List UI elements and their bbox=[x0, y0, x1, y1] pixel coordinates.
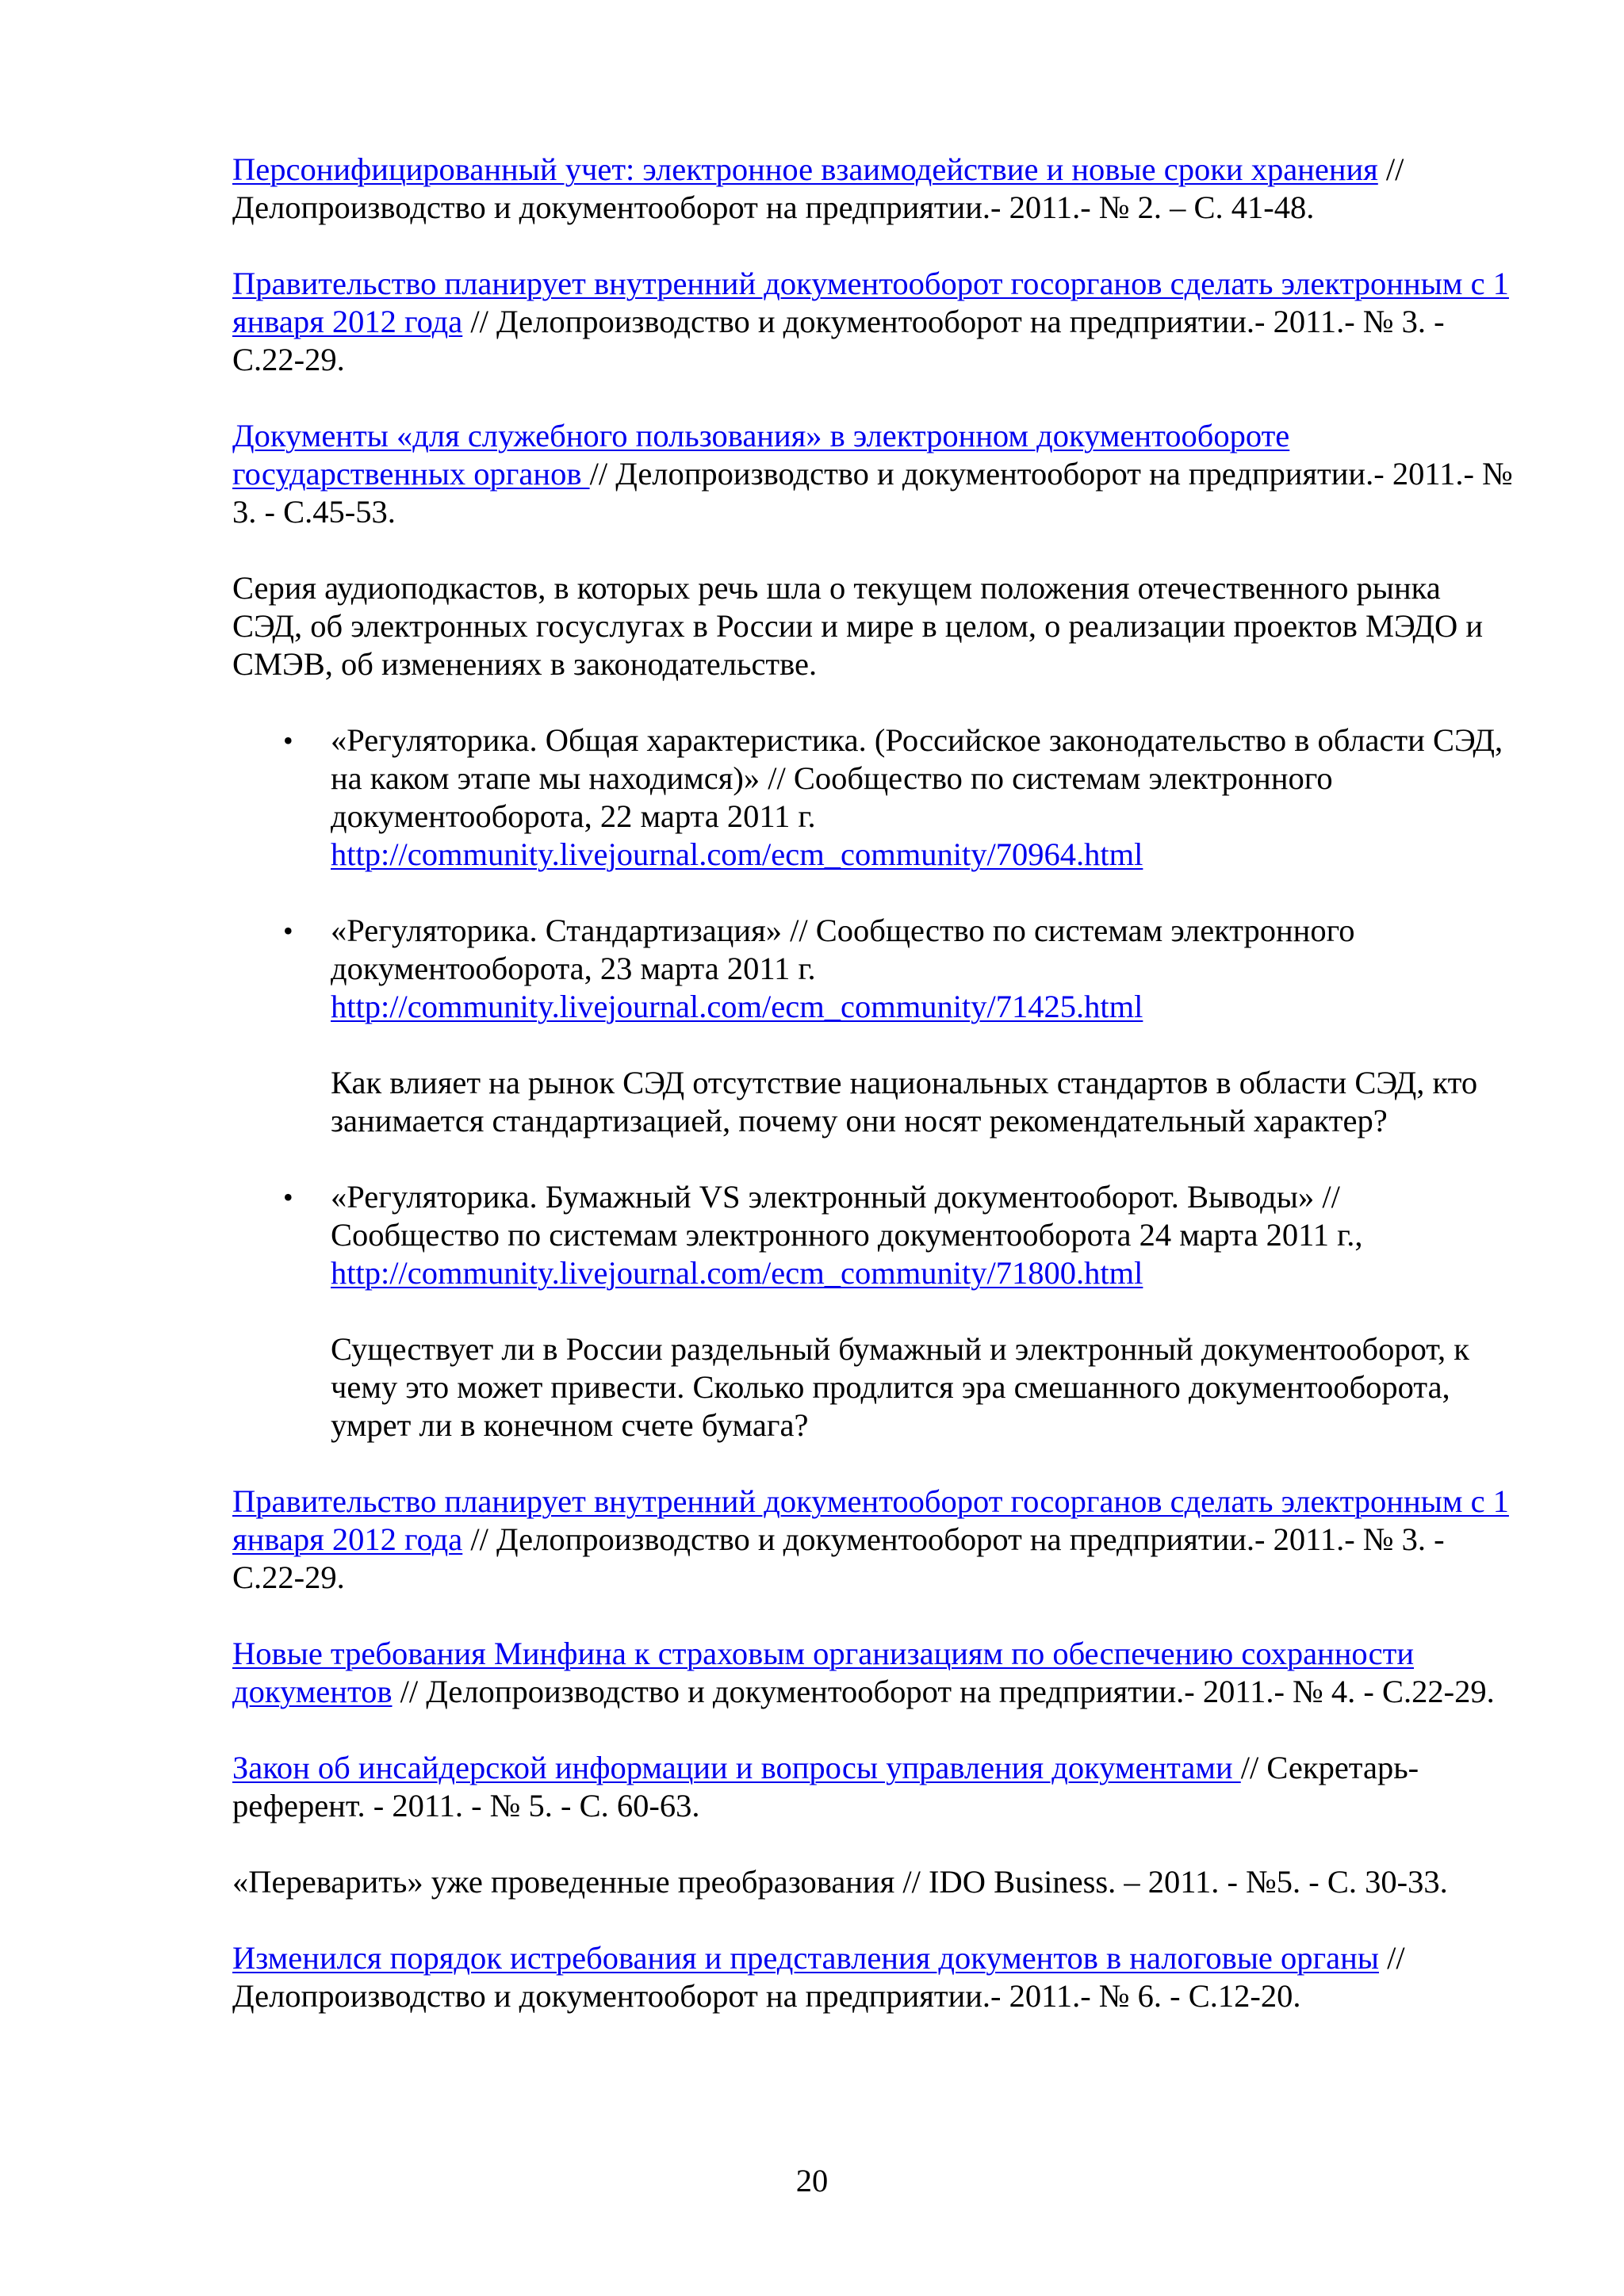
bibliography-entry bbox=[232, 417, 1517, 531]
entry-title-link[interactable]: Правительство планирует внутренний документооборот госорганов сделать электронным с 1 января 2012 года bbox=[232, 1483, 1509, 1557]
podcast-url-link[interactable]: http://community.livejournal.com/ecm_community/71800.html bbox=[331, 1255, 1143, 1291]
bibliography-entry bbox=[232, 1939, 1517, 2015]
podcast-list-item bbox=[232, 912, 1517, 1140]
bullet-icon: • bbox=[283, 725, 293, 756]
entry-title-link[interactable]: Правительство планирует внутренний документооборот госорганов сделать электронным с 1 января 2012 года bbox=[232, 266, 1509, 339]
bibliography-entry bbox=[232, 265, 1517, 379]
entry-title-link[interactable]: Новые требования Минфина к страховым организациям по обеспечению сохранности документов bbox=[232, 1636, 1414, 1709]
podcast-list bbox=[232, 721, 1517, 1445]
podcast-title: «Регуляторика. Общая характеристика. (Российское законодательство в области СЭД, на каком этапе мы находимся)» // Сообщество по системам электронного документооборота, 22 марта 2011 г. http://community.livejournal.com/ecm_community/70964.html bbox=[331, 722, 1503, 872]
podcast-title: «Регуляторика. Стандартизация» // Сообщество по системам электронного документооборота, 23 марта 2011 г. http://community.livejournal.com/ecm_community/71425.html bbox=[331, 913, 1355, 1024]
bibliography-entry bbox=[232, 1863, 1517, 1901]
entry-citation: // Делопроизводство и документооборот на предприятии.- 2011.- № 3. - С.22-29. bbox=[232, 304, 1445, 377]
entry-title-link[interactable]: Документы «для служебного пользования» в электронном документообороте государственных органов bbox=[232, 418, 1290, 492]
podcast-title: «Регуляторика. Бумажный VS электронный документооборот. Выводы» // Сообщество по системам электронного документооборота 24 марта 2011 г., http://community.livejournal.com/ecm_community/71800.html bbox=[331, 1179, 1363, 1291]
bullet-icon: • bbox=[283, 1181, 293, 1213]
entry-title-link[interactable]: Изменился порядок истребования и представления документов в налоговые органы bbox=[232, 1940, 1379, 1976]
podcast-description: Существует ли в России раздельный бумажный и электронный документооборот, к чему это может привести. Сколько продлится эра смешанного документооборота, умрет ли в конечном счете бумага? bbox=[331, 1331, 1469, 1443]
bullet-icon: • bbox=[283, 915, 293, 947]
entry-citation: «Переварить» уже проведенные преобразования // IDO Business. – 2011. - №5. - С. 30-33. bbox=[232, 1864, 1448, 1900]
podcast-intro-paragraph: Серия аудиоподкастов, в которых речь шла о текущем положения отечественного рынка СЭД, об электронных госуслугах в России и мире в целом, о реализации проектов МЭДО и СМЭВ, об изменениях в законодательстве. bbox=[232, 570, 1484, 682]
podcast-url-link[interactable]: http://community.livejournal.com/ecm_community/70964.html bbox=[331, 836, 1143, 872]
bibliography-entry bbox=[232, 1635, 1517, 1711]
entry-title-link[interactable]: Закон об инсайдерской информации и вопросы управления документами bbox=[232, 1750, 1241, 1785]
bibliography-entry bbox=[232, 151, 1517, 227]
entry-citation: // Делопроизводство и документооборот на предприятии.- 2011.- № 4. - С.22-29. bbox=[392, 1674, 1495, 1709]
bibliography-entry bbox=[232, 1483, 1517, 1597]
entry-citation: // Секретарь-референт. - 2011. - № 5. - С. 60-63. bbox=[232, 1750, 1419, 1823]
entry-citation: // Делопроизводство и документооборот на предприятии.- 2011.- № 3. - С.22-29. bbox=[232, 1521, 1445, 1595]
bibliography-entry bbox=[232, 1749, 1517, 1825]
podcast-list-item bbox=[232, 721, 1517, 874]
page-number: 20 bbox=[795, 2163, 829, 2198]
podcast-url-link[interactable]: http://community.livejournal.com/ecm_community/71425.html bbox=[331, 989, 1143, 1024]
podcast-description: Как влияет на рынок СЭД отсутствие национальных стандартов в области СЭД, кто занимается стандартизацией, почему они носят рекомендательный характер? bbox=[331, 1065, 1478, 1138]
page-content bbox=[232, 151, 1517, 2053]
entry-citation: // Делопроизводство и документооборот на предприятии.- 2011.- № 6. - С.12-20. bbox=[232, 1940, 1405, 2014]
entry-citation: // Делопроизводство и документооборот на предприятии.- 2011.- № 3. - С.45-53. bbox=[232, 456, 1513, 530]
entry-title-link[interactable]: Персонифицированный учет: электронное взаимодействие и новые сроки хранения bbox=[232, 151, 1378, 187]
podcast-list-item bbox=[232, 1178, 1517, 1445]
entry-citation: // Делопроизводство и документооборот на предприятии.- 2011.- № 2. – С. 41-48. bbox=[232, 151, 1404, 225]
